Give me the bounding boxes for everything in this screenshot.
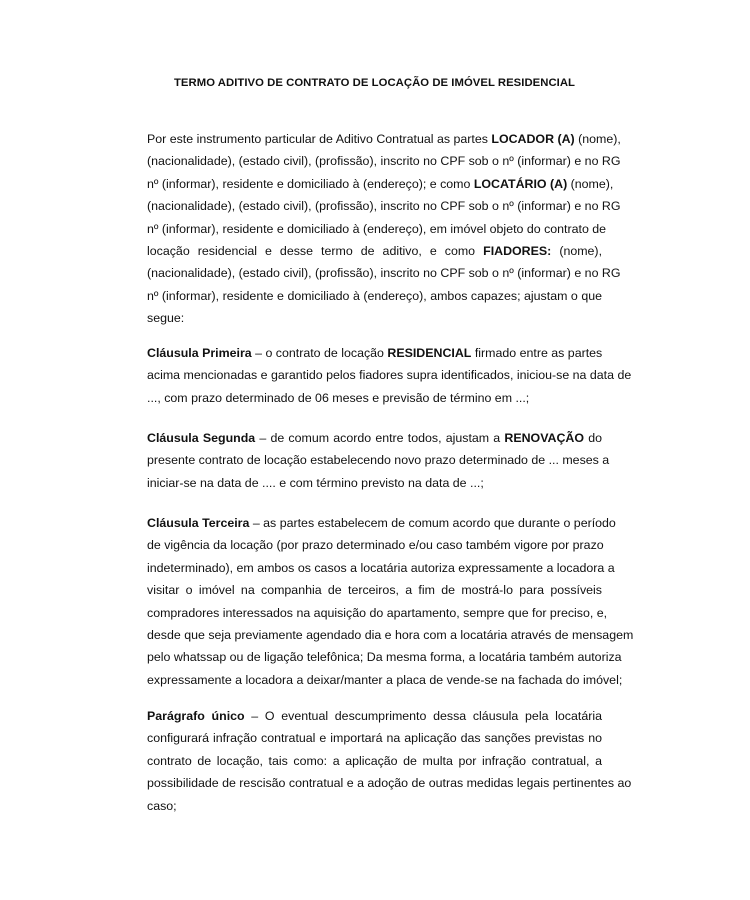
text-span: Por este instrumento particular de Aditivo Contratual as partes bbox=[147, 132, 492, 146]
text-line: acima mencionadas e garantido pelos fiadores supra identificados, iniciou-se na data de bbox=[147, 368, 632, 383]
clause-first bbox=[147, 342, 632, 409]
text-line bbox=[147, 705, 602, 727]
locatario-label: LOCATÁRIO (A) bbox=[473, 176, 568, 191]
residencial-label: RESIDENCIAL bbox=[387, 346, 472, 360]
text-line bbox=[147, 427, 602, 449]
clause-third bbox=[147, 512, 634, 691]
renovacao-label: RENOVAÇÃO bbox=[504, 431, 585, 445]
document-title: TERMO ADITIVO DE CONTRATO DE LOCAÇÃO DE IMÓVEL RESIDENCIAL bbox=[173, 77, 576, 89]
text-line: pelo whatssap ou de ligação telefônica; Da mesma forma, a locatária também autoriza bbox=[147, 650, 622, 665]
text-line bbox=[147, 342, 602, 364]
text-line: ..., com prazo determinado de 06 meses e previsão de término em ...; bbox=[147, 390, 530, 405]
text-line: expressamente a locadora a deixar/manter a placa de vende-se na fachada do imóvel; bbox=[147, 672, 623, 687]
text-line: visitar o imóvel na companhia de terceiros, a fim de mostrá-lo para possíveis bbox=[147, 583, 602, 598]
text-line: segue: bbox=[147, 311, 185, 326]
text-span: – de comum acordo entre todos, ajustam a bbox=[255, 431, 505, 445]
text-span: locação residencial e desse termo de aditivo, e como bbox=[147, 244, 484, 259]
text-span: – O eventual descumprimento dessa cláusula pela locatária bbox=[244, 709, 602, 723]
text-line bbox=[147, 128, 621, 150]
text-line: iniciar-se na data de .... e com término previsto na data de ...; bbox=[147, 475, 484, 490]
paragraph-heading: Parágrafo único bbox=[147, 709, 245, 723]
text-span: (nome), bbox=[551, 244, 603, 259]
text-span: – o contrato de locação bbox=[251, 346, 388, 360]
text-line: contrato de locação, tais como: a aplicação de multa por infração contratual, a bbox=[147, 753, 602, 768]
text-line: possibilidade de rescisão contratual e a adoção de outras medidas legais pertinentes ao bbox=[147, 776, 632, 791]
text-span: firmado entre as partes bbox=[471, 346, 603, 360]
intro-paragraph bbox=[147, 128, 621, 330]
text-line: de vigência da locação (por prazo determinado e/ou caso também vigore por prazo bbox=[147, 538, 604, 553]
text-line bbox=[147, 173, 614, 195]
text-line: (nacionalidade), (estado civil), (profissão), inscrito no CPF sob o nº (informar) e no RG bbox=[147, 199, 621, 214]
clause-heading: Cláusula Segunda bbox=[147, 431, 256, 445]
clause-second bbox=[147, 427, 610, 494]
clause-heading: Cláusula Terceira bbox=[147, 516, 250, 530]
text-span: (nome), bbox=[567, 176, 614, 191]
text-line bbox=[147, 512, 616, 534]
text-line: (nacionalidade), (estado civil), (profissão), inscrito no CPF sob o nº (informar) e no RG bbox=[147, 154, 621, 169]
text-line: configurará infração contratual e importará na aplicação das sanções previstas no bbox=[147, 731, 602, 746]
text-span: – as partes estabelecem de comum acordo que durante o período bbox=[249, 516, 616, 530]
text-line: (nacionalidade), (estado civil), (profissão), inscrito no CPF sob o nº (informar) e no RG bbox=[147, 266, 621, 281]
fiadores-label: FIADORES: bbox=[483, 244, 552, 259]
text-span: do bbox=[584, 431, 602, 445]
text-line: indeterminado), em ambos os casos a locatária autoriza expressamente a locadora a bbox=[147, 560, 615, 575]
text-line bbox=[147, 240, 602, 262]
paragraph-unique bbox=[147, 705, 632, 817]
text-span: nº (informar), residente e domiciliado à (endereço); e como bbox=[147, 176, 474, 191]
text-line: compradores interessados na aquisição do apartamento, sempre que for preciso, e, bbox=[147, 605, 608, 620]
text-line: nº (informar), residente e domiciliado à (endereço), ambos capazes; ajustam o que bbox=[147, 288, 602, 303]
text-line: caso; bbox=[147, 798, 177, 813]
locador-label: LOCADOR (A) bbox=[491, 132, 575, 146]
text-line: presente contrato de locação estabelecendo novo prazo determinado de ... meses a bbox=[147, 453, 610, 468]
text-span: (nome), bbox=[574, 132, 621, 146]
text-line: desde que seja previamente agendado dia e hora com a locatária através de mensagem bbox=[147, 628, 634, 643]
text-line: nº (informar), residente e domiciliado à (endereço), em imóvel objeto do contrato de bbox=[147, 221, 607, 236]
clause-heading: Cláusula Primeira bbox=[147, 346, 252, 360]
